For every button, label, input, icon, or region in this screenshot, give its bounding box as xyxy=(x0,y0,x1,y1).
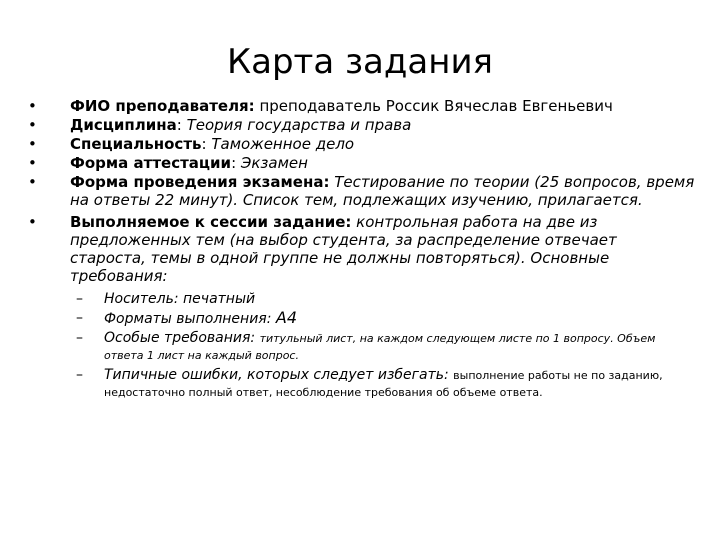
requirement-item-medium xyxy=(26,291,696,307)
dash-icon: – xyxy=(76,330,83,346)
requirement-label: Типичные ошибки, которых следует избегать: xyxy=(104,367,454,383)
requirement-label: Особые требования: xyxy=(104,330,260,346)
item-value: контрольная работа на две из предложенных тем (на выбор студента, за распределение отвечает староста, темы в одной группе не должны повторяться). Основные требования: xyxy=(70,213,617,285)
list-item-attestation xyxy=(26,154,696,172)
item-value: Экзамен xyxy=(240,154,308,172)
item-separator: : xyxy=(231,154,241,172)
list-item-discipline xyxy=(26,116,696,134)
requirement-item-special xyxy=(26,330,696,364)
item-label: Форма аттестации xyxy=(70,154,232,172)
item-value: Таможенное дело xyxy=(211,135,355,153)
requirement-value: А4 xyxy=(275,308,298,327)
item-value: Тестирование по теории (25 вопросов, время на ответы 22 минут). Список тем, подлежащих изучению, прилагается. xyxy=(70,173,695,209)
item-value: преподаватель Россик Вячеслав Евгеньевич xyxy=(254,97,613,115)
requirement-value: выполнение работы не по заданию, недостаточно полный ответ, несоблюдение требования об объеме ответа. xyxy=(104,369,663,399)
requirement-item-format xyxy=(26,310,696,327)
requirements-list xyxy=(26,291,696,401)
dash-icon: – xyxy=(76,310,83,326)
requirement-label: Форматы выполнения: xyxy=(104,311,276,327)
bullet-icon: • xyxy=(28,116,37,134)
item-value: Теория государства и права xyxy=(186,116,412,134)
bullet-icon: • xyxy=(28,213,37,231)
list-item-session-task xyxy=(26,213,696,285)
dash-icon: – xyxy=(76,291,83,307)
item-label: Форма проведения экзамена: xyxy=(70,173,330,191)
list-item-teacher xyxy=(26,97,696,115)
list-item-specialty xyxy=(26,135,696,153)
item-label: Специальность xyxy=(70,135,202,153)
item-label: Выполняемое к сессии задание: xyxy=(70,213,352,231)
item-label: Дисциплина xyxy=(70,116,177,134)
requirement-label: Носитель: xyxy=(104,291,184,307)
bullet-icon: • xyxy=(28,135,37,153)
item-separator: : xyxy=(176,116,187,134)
requirement-item-errors xyxy=(26,367,696,401)
item-separator: : xyxy=(201,135,212,153)
list-item-exam-form xyxy=(26,173,696,209)
bullet-icon: • xyxy=(28,97,37,115)
dash-icon: – xyxy=(76,367,83,383)
page-title: Карта задания xyxy=(226,42,494,82)
bullet-icon: • xyxy=(28,173,37,191)
requirement-value: печатный xyxy=(183,291,256,307)
bullet-list xyxy=(26,97,696,404)
requirement-value: титульный лист, на каждом следующем листе по 1 вопросу. Объем ответа 1 лист на каждый вопрос. xyxy=(104,332,656,362)
bullet-icon: • xyxy=(28,154,37,172)
item-label: ФИО преподавателя: xyxy=(70,97,255,115)
